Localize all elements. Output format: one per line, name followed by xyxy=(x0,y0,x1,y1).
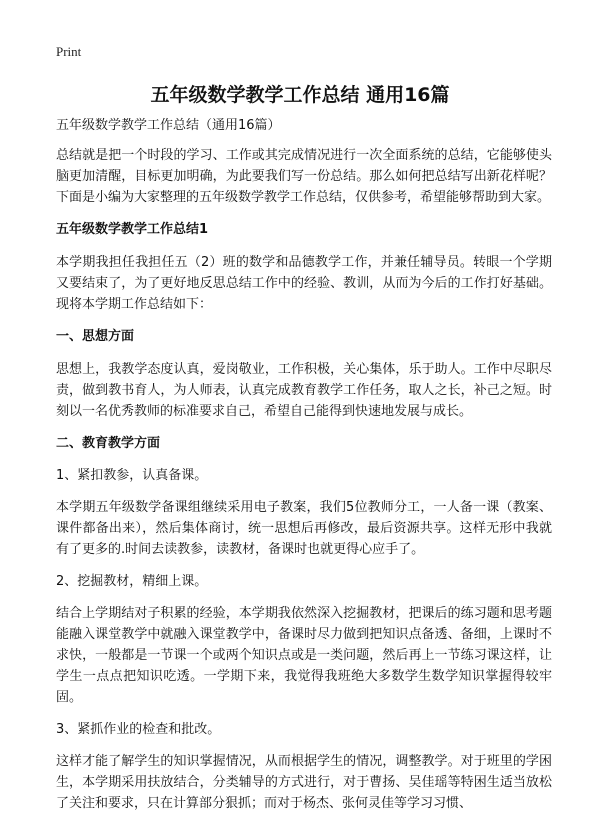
item-paragraph-teaching: 结合上学期结对子积累的经验，本学期我依然深入挖掘教材，把课后的练习题和思考题能融入课堂教学中就融入课堂教学中，备课时尽力做到把知识点备透、备细，上课时不求快，一般都是一节课一个或两个知识点或是一类问题，然后再上一节练习课这样，让学生一点点把知识吃透。一学期下来，我觉得我班绝大多数学生数学知识掌握得较牢固。 xyxy=(56,606,552,705)
item-paragraph-homework: 这样才能了解学生的知识掌握情况，从而根据学生的情况，调整教学。对于班里的学困生，本学期采用扶放结合，分类辅导的方式进行，对于曹扬、吴佳瑶等特困生适当放松了关注和要求，只在计算部分狠抓；而对于杨杰、张何灵佳等学习习惯、 xyxy=(56,754,552,811)
item-title-homework: 3、紧抓作业的检查和批改。 xyxy=(56,722,221,737)
print-link[interactable]: Print xyxy=(56,44,82,59)
item-paragraph-lesson-prep: 本学期五年级数学备课组继续采用电子教案，我们5位教师分工，一人备一课（教案、课件都备出来），然后集体商讨，统一思想后再修改，最后资源共享。这样无形中我就有了更多的.时间去读教参，读教材，备课时也就更得心应手了。 xyxy=(56,500,552,557)
page-title: 五年级数学教学工作总结 通用16篇 xyxy=(150,84,450,106)
part-thought-paragraph: 思想上，我教学态度认真，爱岗敬业，工作积极，关心集体，乐于助人。工作中尽职尽责，做到教书育人，为人师表，认真完成教育教学工作任务，取人之长，补己之短。时刻以一名优秀教师的标准要求自己，希望自己能得到快速地发展与成长。 xyxy=(56,362,552,419)
section-intro-paragraph: 本学期我担任我担任五（2）班的数学和品德教学工作，并兼任辅导员。转眼一个学期又要结束了，为了更好地反思总结工作中的经验、教训，从而为今后的工作打好基础。现将本学期工作总结如下： xyxy=(56,255,552,312)
intro-paragraph: 总结就是把一个时段的学习、工作或其完成情况进行一次全面系统的总结，它能够使头脑更加清醒，目标更加明确，为此要我们写一份总结。那么如何把总结写出新花样呢？下面是小编为大家整理的五年级数学教学工作总结，仅供参考，希望能够帮助到大家。 xyxy=(56,148,552,205)
document-body xyxy=(56,117,552,826)
item-title-lesson-prep: 1、紧扣教参，认真备课。 xyxy=(56,468,208,483)
part-heading-teaching: 二、教育教学方面 xyxy=(56,436,161,451)
section-heading: 五年级数学教学工作总结1 xyxy=(56,222,209,237)
part-heading-thought: 一、思想方面 xyxy=(56,329,135,344)
item-title-teaching: 2、挖掘教材，精细上课。 xyxy=(56,574,208,589)
document-subtitle: 五年级数学教学工作总结（通用16篇） xyxy=(56,118,281,133)
